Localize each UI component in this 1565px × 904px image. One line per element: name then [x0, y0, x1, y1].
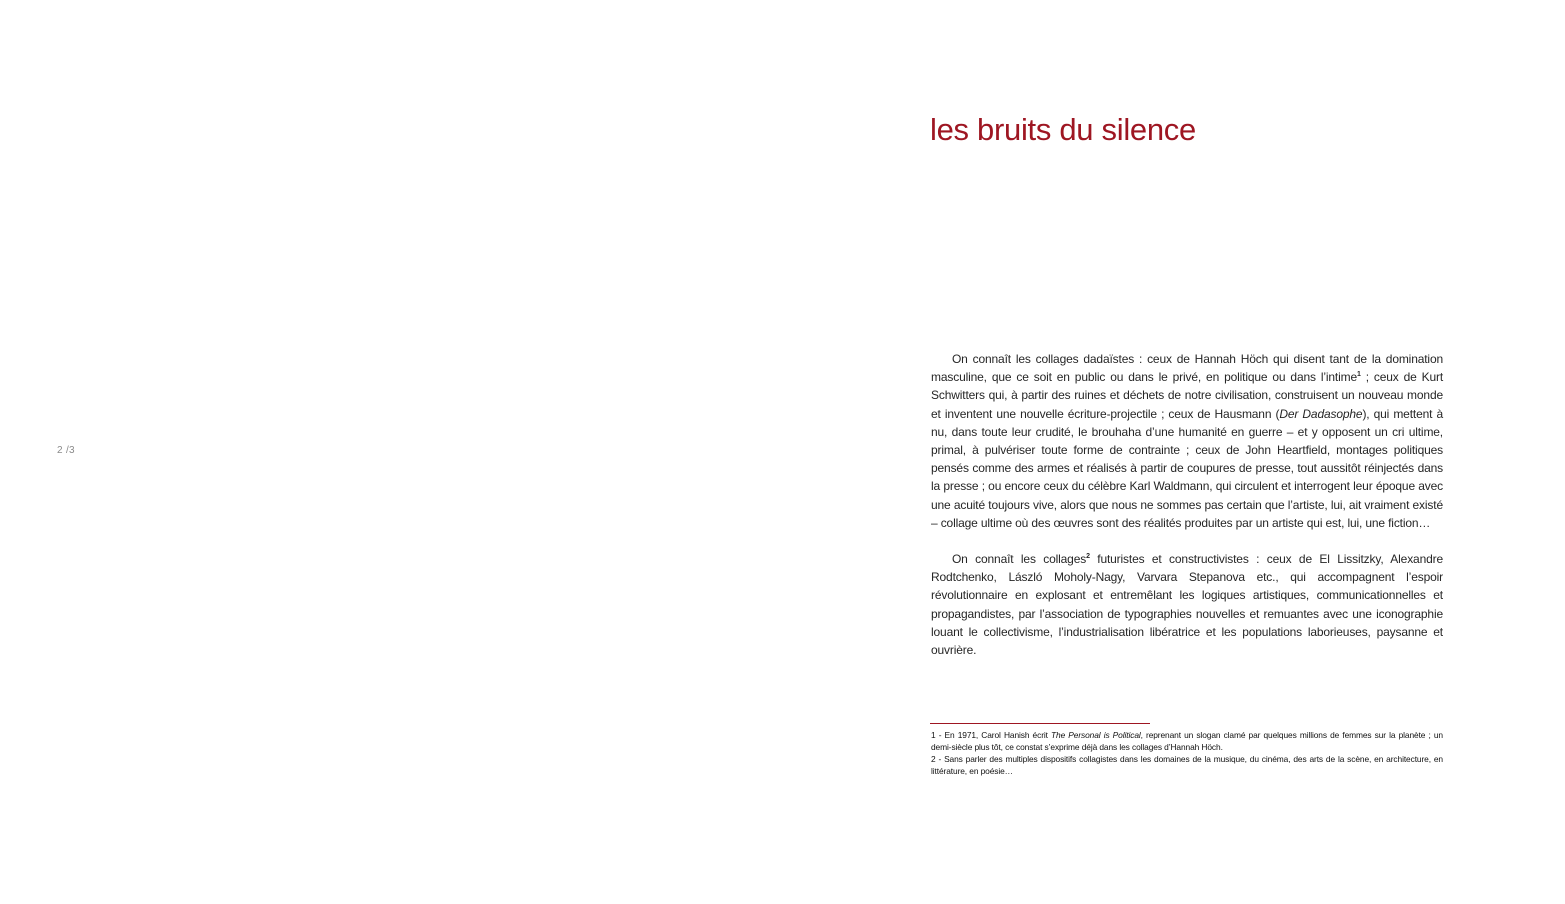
- footnote-text: , reprenant un slogan clamé par quelques millions de femmes sur la planète ; un demi-siècle plus tôt, ce constat s’exprime déjà dans les collages d’Hannah Höch.: [931, 730, 1443, 752]
- paragraph-text: futuristes et constructivistes : ceux de El Lissitzky, Alexandre Rodtchenko, László Moholy-Nagy, Varvara Stepanova etc., qui accompagnent l’espoir révolutionnaire en explosant et entremêlant les logiques artistiques, communicationnelles et propagandistes, par l’association de typographies nouvelles et remuantes avec une iconographie louant le collectivisme, l’industrialisation libératrice et les populations laborieuses, paysanne et ouvrière.: [931, 552, 1443, 658]
- footnotes: [931, 729, 1443, 777]
- paragraph-text: On connaît les collages dadaïstes : ceux de Hannah Höch qui disent tant de la domination masculine, que ce soit en public ou dans le privé, en politique ou dans l’intime: [931, 352, 1443, 385]
- footnote-work-title: The Personal is Political: [1051, 730, 1141, 740]
- page-number: 2 /3: [57, 445, 75, 456]
- body-text: [931, 350, 1443, 677]
- page-title: les bruits du silence: [930, 112, 1196, 147]
- footnote-text: 1 - En 1971, Carol Hanish écrit: [931, 730, 1052, 740]
- footnote-1: [931, 729, 1443, 753]
- paragraph-text: On connaît les collages: [952, 552, 1087, 567]
- footnote-2: 2 - Sans parler des multiples dispositifs collagistes dans les domaines de la musique, du cinéma, des arts de la scène, en architecture, en littérature, en poésie…: [931, 754, 1443, 776]
- footnote-ref-1[interactable]: 1: [1356, 371, 1361, 379]
- paragraph-text: ; ceux de Kurt Schwitters qui, à partir des ruines et déchets de notre civilisation, construisent un nouveau monde et inventent une nouvelle écriture-projectile ; ceux de Hausmann (: [931, 370, 1443, 421]
- paragraph-text: ), qui mettent à nu, dans toute leur crudité, le brouhaha d’une humanité en guerre – et y opposent un cri ultime, primal, à pulvériser toute forme de contrainte ; ceux de John Heartfield, montages politiques pensés comme des armes et réalisés à partir de coupures de presse, tout aussitôt réinjectés dans la presse ; ou encore ceux du célèbre Karl Waldmann, qui circulent et interrogent leur époque avec une acuité toujours vive, alors que nous ne sommes pas certain que l’artiste, lui, ait vraiment existé – collage ultime où des œuvres sont des réalités produites par un artiste qui est, lui, une fiction…: [931, 406, 1443, 530]
- footnote-ref-2[interactable]: 2: [1086, 553, 1090, 561]
- paragraph-dada-collages: [931, 350, 1443, 532]
- footnote-divider: [930, 723, 1150, 724]
- paragraph-futurist-collages: [931, 550, 1443, 659]
- artwork-title: Der Dadasophe: [1279, 406, 1363, 421]
